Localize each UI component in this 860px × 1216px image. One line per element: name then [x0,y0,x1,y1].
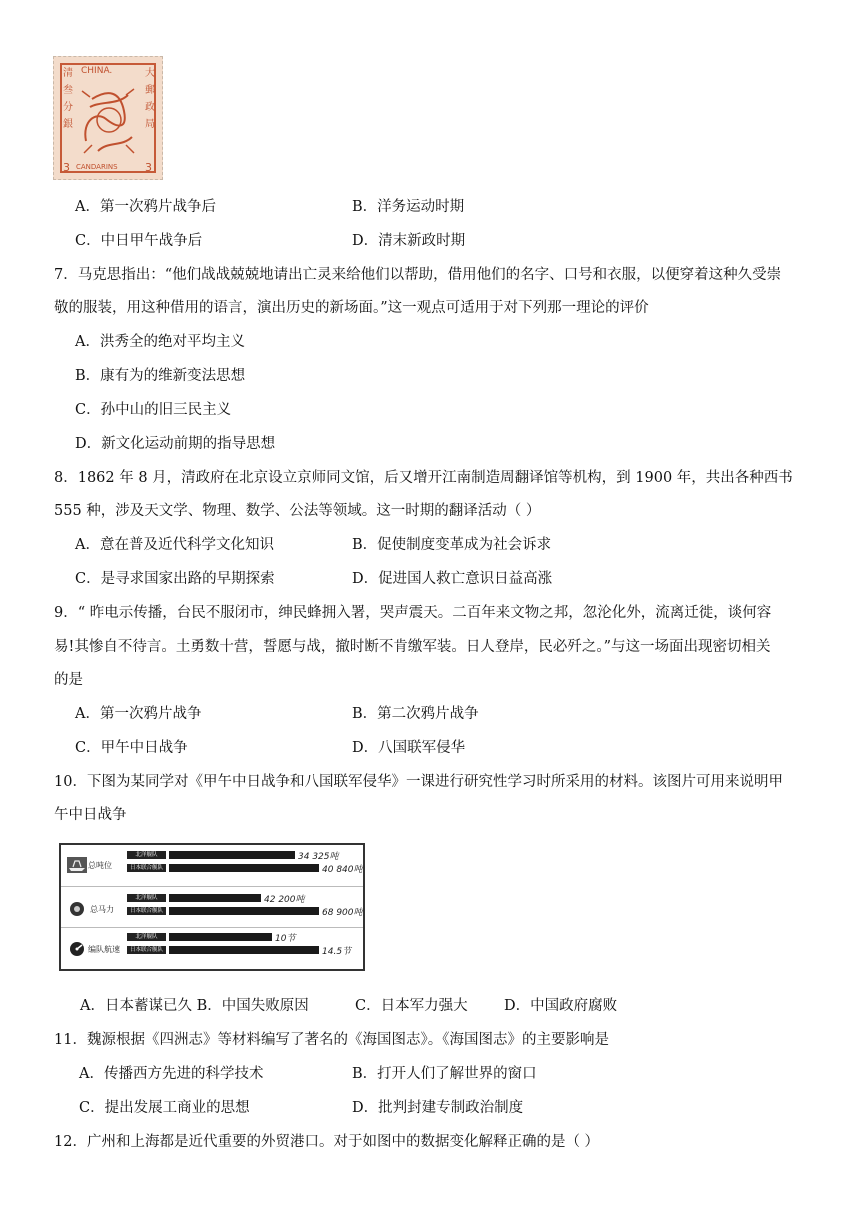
bar-value-label: 34 325吨 [298,852,339,862]
stamp-num-right: 3 [145,161,152,174]
q6-option-b: B．洋务运动时期 [352,199,465,215]
q9-option-d: D．八国联军侵华 [352,740,466,756]
bar [169,894,261,902]
q11-option-d: D．批判封建专制政治制度 [352,1100,524,1116]
category-label: 总吨位 [88,861,112,870]
speed-gauge-icon [67,941,87,957]
q6-option-d: D．清末新政时期 [352,233,466,249]
bar-value-label: 10节 [275,934,296,944]
q11-option-a: A．传播西方先进的科学技术 [79,1066,264,1082]
q9-stem-line2: 易!其惨自不待言。土勇数十营，誓愿与战，撤时断不肯缴军装。日人登岸，民必歼之。”与这一场面出现密切相关 [54,639,771,655]
series-label: 日本联合舰队 [127,907,166,915]
bar [169,946,319,954]
bar [169,851,295,859]
ship-icon [67,857,87,873]
stamp-image [53,56,163,180]
q7-stem-line2: 敬的服装，用这种借用的语言，演出历史的新场面。”这一观点可适用于对下列那一理论的评价 [54,300,649,316]
q8-option-b: B．促使制度变革成为社会诉求 [352,537,552,553]
series-label: 北洋舰队 [127,894,166,902]
bar [169,933,272,941]
bar-value-label: 42 200吨 [264,895,305,905]
stamp-left-chars: 清 叁分銀 [63,68,73,130]
fleet-comparison-chart [59,843,365,971]
q9-stem-line1: 9．“ 昨电示传播，台民不服闭市，绅民蜂拥入署，哭声震天。二百年来文物之邦，忽沦化外，流离迁徙，谈何容 [54,605,772,621]
q11-stem: 11．魏源根据《四洲志》等材料编写了著名的《海国图志》。《海国图志》的主要影响是 [54,1032,609,1048]
q10-stem-line2: 午中日战争 [54,807,127,823]
stamp-num-left: 3 [63,161,70,174]
q11-option-b: B．打开人们了解世界的窗口 [352,1066,537,1082]
bar-value-label: 40 840吨 [322,865,363,875]
series-label: 北洋舰队 [127,851,166,859]
q9-option-c: C．甲午中日战争 [75,740,188,756]
q8-option-d: D．促进国人救亡意识日益高涨 [352,571,553,587]
stamp-right-chars: 大 郵政局 [145,68,155,130]
q8-stem-line2: 555 种，涉及天文学、物理、数学、公法等领域。这一时期的翻译活动（ ） [54,503,541,519]
bar-value-label: 14.5节 [322,947,352,957]
q6-option-a: A．第一次鸦片战争后 [75,199,216,215]
q7-stem-line1: 7．马克思指出：“他们战战兢兢地请出亡灵来给他们以帮助，借用他们的名字、口号和衣服，以便穿着这种久受崇 [54,267,782,283]
q10-option-c: C．日本军力强大 [355,998,468,1014]
dragon-icon [78,81,140,159]
q9-option-a: A．第一次鸦片战争 [75,706,202,722]
bar-value-label: 68 900吨 [322,908,363,918]
q7-option-c: C．孙中山的旧三民主义 [75,402,232,418]
bar [169,907,319,915]
series-label: 日本联合舰队 [127,946,166,954]
q8-stem-line1: 8．1862 年 8 月，清政府在北京设立京师同文馆，后又增开江南制造周翻译馆等机构，到 1900 年，共出各种西书 [54,470,793,486]
q6-option-c: C．中日甲午战争后 [75,233,203,249]
engine-icon [67,901,87,917]
category-label: 总马力 [90,905,114,914]
stamp-bottom-text: CANDARINS [76,163,118,171]
q12-stem: 12．广州和上海都是近代重要的外贸港口。对于如图中的数据变化解释正确的是（ ） [54,1134,600,1150]
q11-option-c: C．提出发展工商业的思想 [79,1100,250,1116]
q7-option-b: B．康有为的维新变法思想 [75,368,246,384]
q10-option-ab: A．日本蓄谋已久 B．中国失败原因 [80,998,309,1014]
q8-option-c: C．是寻求国家出路的早期探索 [75,571,275,587]
q7-option-d: D．新文化运动前期的指导思想 [75,436,276,452]
q9-option-b: B．第二次鸦片战争 [352,706,479,722]
q7-option-a: A．洪秀全的绝对平均主义 [75,334,245,350]
q10-option-d: D．中国政府腐败 [504,998,618,1014]
q10-stem-line1: 10．下图为某同学对《甲午中日战争和八国联军侵华》一课进行研究性学习时所采用的材料。该图片可用来说明甲 [54,774,783,790]
q8-option-a: A．意在普及近代科学文化知识 [75,537,274,553]
chart-row-divider [61,886,363,887]
category-label: 编队航速 [88,945,120,954]
q9-stem-line3: 的是 [54,672,83,688]
bar [169,864,319,872]
chart-row-divider [61,927,363,928]
stamp-top-text: CHINA. [81,66,113,76]
series-label: 北洋舰队 [127,933,166,941]
series-label: 日本联合舰队 [127,864,166,872]
